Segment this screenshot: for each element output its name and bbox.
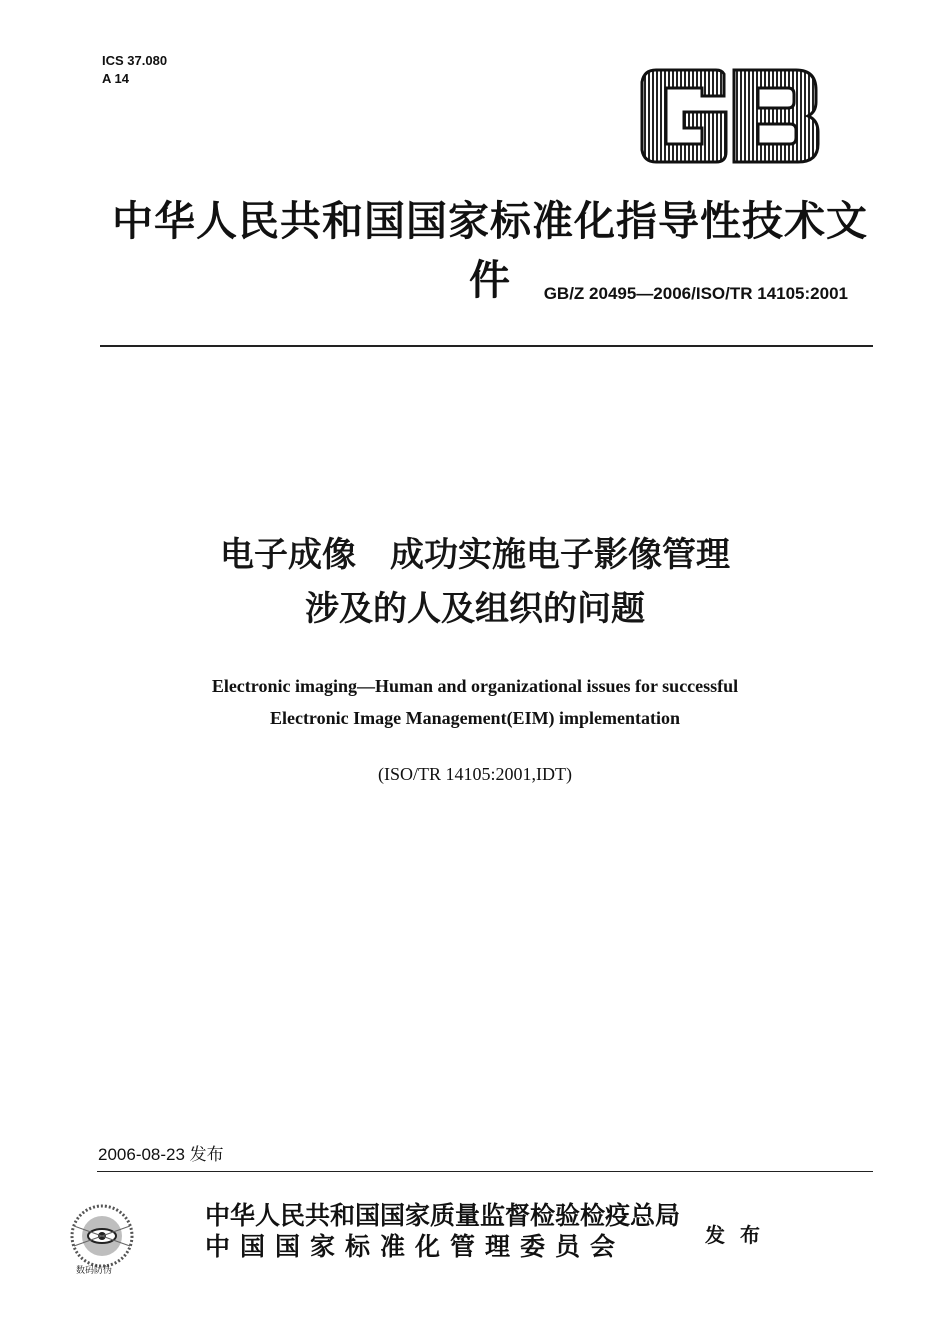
issuing-organizations — [205, 1200, 680, 1262]
header-divider — [100, 345, 873, 347]
ccs-code: A 14 — [102, 71, 129, 86]
equivalence-statement: (ISO/TR 14105:2001,IDT) — [378, 764, 572, 784]
seal-caption: 数码防伪 — [76, 1266, 113, 1276]
standard-number: GB/Z 20495—2006/ISO/TR 14105:2001 — [543, 284, 848, 303]
chinese-title — [60, 528, 890, 636]
footer-divider — [97, 1171, 873, 1172]
english-title — [80, 670, 870, 734]
chinese-title-line-2: 涉及的人及组织的问题 — [305, 589, 645, 629]
issuer-aqsiq: 中华人民共和国国家质量监督检验检疫总局 — [205, 1201, 681, 1230]
chinese-title-line-1: 电子成像 成功实施电子影像管理 — [220, 535, 730, 575]
publish-label: 发 布 — [705, 1223, 760, 1247]
ics-code: ICS 37.080 — [102, 53, 168, 68]
english-title-line-2: Electronic Image Management(EIM) implementation — [269, 708, 681, 728]
gb-logo — [636, 66, 822, 166]
issuer-sac: 中国国家标准化管理委员会 — [205, 1232, 626, 1261]
document-type-heading: 中华人民共和国国家标准化指导性技术文件 — [112, 197, 868, 304]
issue-date: 2006-08-23 发布 — [98, 1145, 224, 1164]
english-title-line-1: Electronic imaging—Human and organizational issues for successful — [211, 676, 739, 696]
classification-codes — [102, 52, 167, 88]
